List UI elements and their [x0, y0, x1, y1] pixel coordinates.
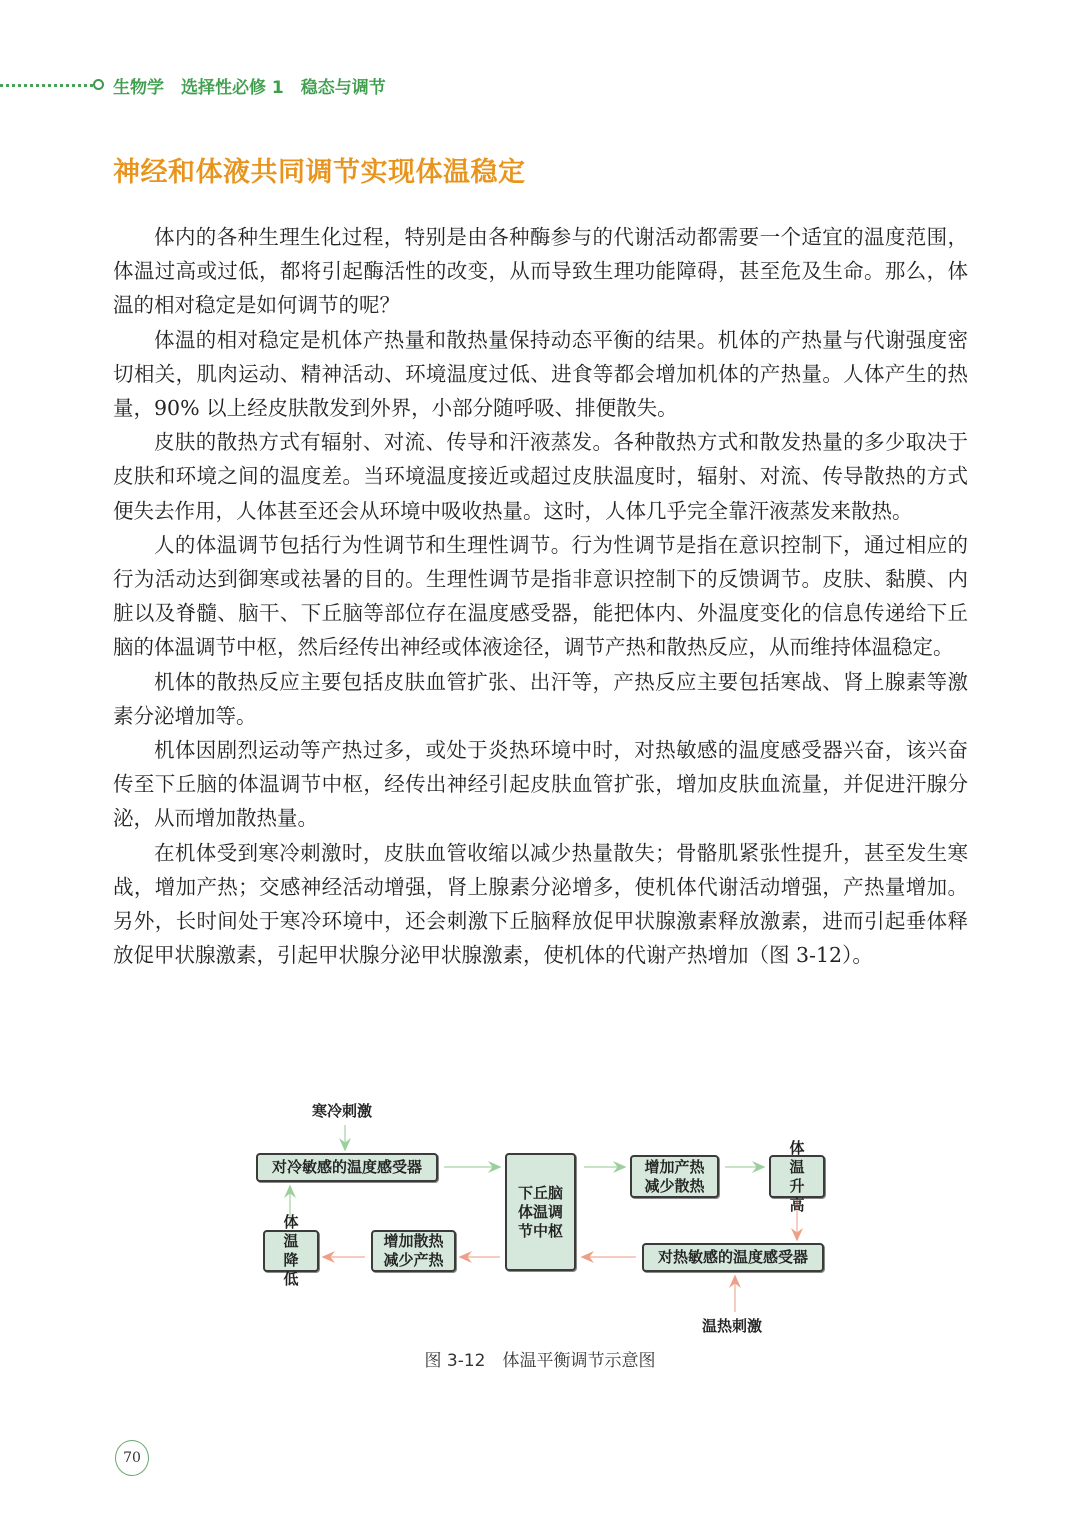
paragraph: 人的体温调节包括行为性调节和生理性调节。行为性调节是指在意识控制下，通过相应的行为活动达到御寒或祛暑的目的。生理性调节是指非意识控制下的反馈调节。皮肤、黏膜、内脏以及脊髓、脑干、下丘脑等部位存在温度感受器，能把体内、外温度变化的信息传递给下丘脑的体温调节中枢，然后经传出神经或体液途径，调节产热和散热反应，从而维持体温稳定。	[113, 532, 968, 660]
cool-response-box: 增加散热减少产热	[371, 1230, 456, 1272]
paragraph: 机体的散热反应主要包括皮肤血管扩张、出汗等，产热反应主要包括寒战、肾上腺素等激素分泌增加等。	[113, 669, 968, 728]
heat-stimulus-label: 温热刺激	[702, 1317, 763, 1335]
cold-receptor-box: 对冷敏感的温度感受器	[256, 1153, 438, 1182]
cold-stimulus-label: 寒冷刺激	[312, 1102, 373, 1120]
temp-fall-box: 体温降低	[263, 1230, 319, 1272]
heat-receptor-box: 对热敏感的温度感受器	[642, 1243, 824, 1272]
paragraph: 体温的相对稳定是机体产热量和散热量保持动态平衡的结果。机体的产热量与代谢强度密切相关，肌肉运动、精神活动、环境温度过低、进食等都会增加机体的产热量。人体产生的热量，90% 以上经皮肤散发到外界，小部分随呼吸、排便散失。	[113, 327, 968, 421]
paragraph: 体内的各种生理生化过程，特别是由各种酶参与的代谢活动都需要一个适宜的温度范围，体温过高或过低，都将引起酶活性的改变，从而导致生理功能障碍，甚至危及生命。那么，体温的相对稳定是如何调节的呢？	[113, 225, 968, 318]
paragraph: 机体因剧烈运动等产热过多，或处于炎热环境中时，对热敏感的温度感受器兴奋，该兴奋传至下丘脑的体温调节中枢，经传出神经引起皮肤血管扩张，增加皮肤血流量，并促进汗腺分泌，从而增加散热量。	[113, 738, 968, 831]
section-title: 神经和体液共同调节实现体温稳定	[113, 157, 526, 188]
hypothalamus-center-box: 下丘脑体温调节中枢	[505, 1153, 576, 1271]
figure-caption: 图 3-12 体温平衡调节示意图	[424, 1351, 656, 1371]
paragraph: 皮肤的散热方式有辐射、对流、传导和汗液蒸发。各种散热方式和散发热量的多少取决于皮肤和环境之间的温度差。当环境温度接近或超过皮肤温度时，辐射、对流、传导散热的方式便失去作用，人体甚至还会从环境中吸收热量。这时，人体几乎完全靠汗液蒸发来散热。	[113, 430, 968, 523]
heat-up-response-box: 增加产热减少散热	[630, 1155, 719, 1198]
temp-rise-box: 体温升高	[769, 1155, 825, 1198]
paragraph: 在机体受到寒冷刺激时，皮肤血管收缩以减少热量散失；骨骼肌紧张性提升，甚至发生寒战，增加产热；交感神经活动增强，肾上腺素分泌增多，使机体代谢活动增强，产热量增加。另外，长时间处于寒冷环境中，还会刺激下丘脑释放促甲状腺激素释放激素，进而引起垂体释放促甲状腺激素，引起甲状腺分泌甲状腺激素，使机体的代谢产热增加（图 3-12）。	[113, 840, 968, 968]
page-number: 70	[115, 1440, 149, 1476]
running-header: 生物学 选择性必修 1 稳态与调节	[113, 78, 386, 98]
